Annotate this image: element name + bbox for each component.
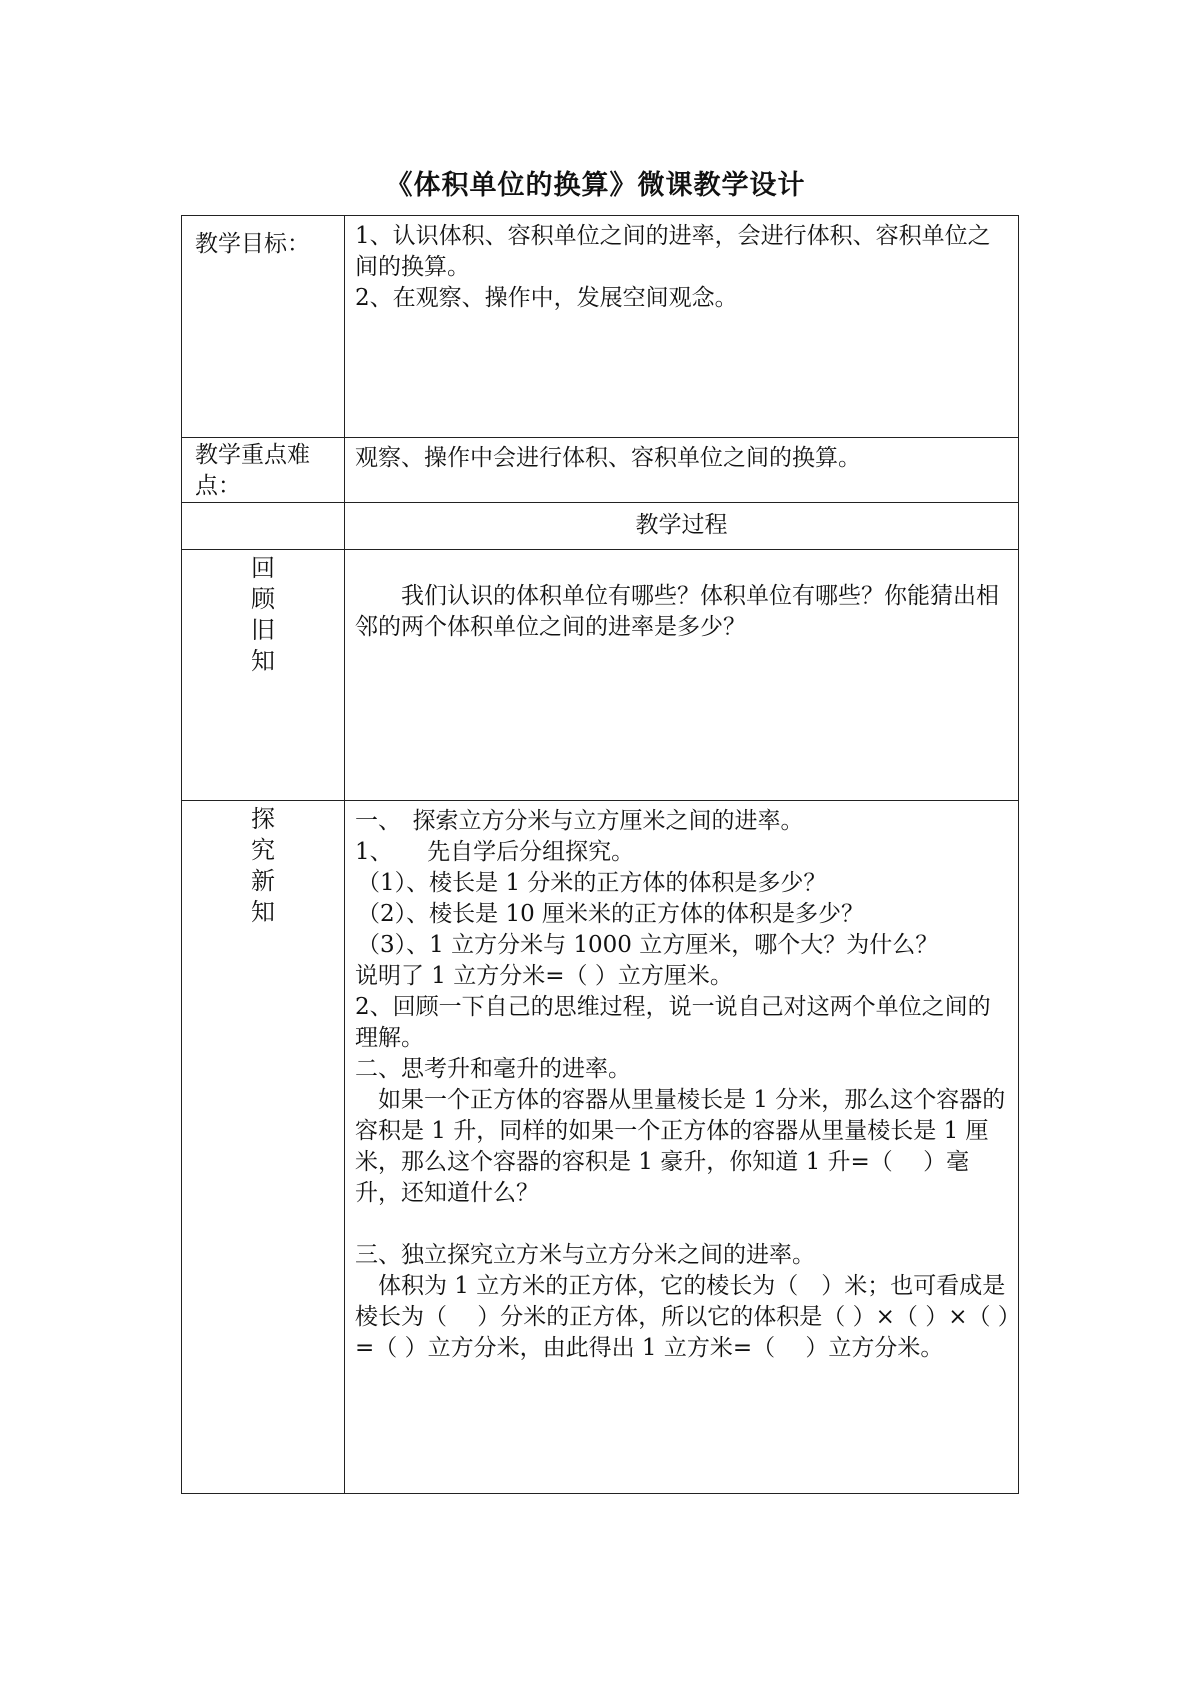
process-header: 教学过程: [345, 503, 1019, 550]
review-text: 我们认识的体积单位有哪些？体积单位有哪些？你能猜出相邻的两个体积单位之间的进率是多少？: [355, 583, 999, 640]
lesson-plan-table: [181, 215, 1019, 1494]
question-1: （1）、棱长是 1 分米的正方体的体积是多少？: [357, 870, 827, 896]
part1-heading: 一、 探索立方分米与立方厘米之间的进率。: [355, 808, 804, 834]
key-points-row: [182, 438, 1019, 503]
review-label-cell: [182, 550, 345, 801]
explore-row: [182, 801, 1019, 1494]
explore-content: [345, 801, 1019, 1494]
review-row: [182, 550, 1019, 801]
question-2: （2）、棱长是 10 厘米米的正方体的体积是多少？: [357, 901, 865, 927]
objectives-row: [182, 216, 1019, 438]
page-title: 《体积单位的换算》微课教学设计: [385, 170, 806, 201]
question-3: （3）、1 立方分米与 1000 立方厘米，哪个大？为什么？: [357, 932, 939, 958]
part1-step1: 1、 先自学后分组探究。: [355, 839, 635, 865]
key-points-content: [345, 438, 1019, 503]
objectives-label: 教学目标：: [182, 216, 345, 438]
part3-heading: 三、独立探究立方米与立方分米之间的进率。: [355, 1242, 815, 1268]
objectives-content: [345, 216, 1019, 438]
review-label: 回顾旧知: [251, 554, 275, 675]
explore-label: 探究新知: [251, 805, 275, 926]
objective-line-1: 1、认识体积、容积单位之间的进率，会进行体积、容积单位之间的换算。: [355, 223, 991, 280]
part1-step2: 2、回顾一下自己的思维过程，说一说自己对这两个单位之间的理解。: [355, 994, 991, 1051]
key-points-label: 教学重点难点：: [182, 438, 345, 503]
process-header-row: [182, 503, 1019, 550]
explore-label-cell: [182, 801, 345, 1494]
part2-text: 如果一个正方体的容器从里量棱长是 1 分米，那么这个容器的容积是 1 升，同样的如果一个正方体的容器从里量棱长是 1 厘米，那么这个容器的容积是 1 豪升，你知道 1 升=（ ）毫升，还知道什么？: [355, 1087, 1006, 1206]
objective-line-2: 2、在观察、操作中，发展空间观念。: [355, 285, 738, 311]
process-header-empty: [182, 503, 345, 550]
part3-text: 体积为 1 立方米的正方体，它的棱长为（ ）米；也可看成是棱长为（ ）分米的正方体，所以它的体积是（ ）×（ ）×（ ）=（ ）立方分米，由此得出 1 立方米=（ ）立方分米。: [355, 1273, 1010, 1361]
part2-heading: 二、思考升和毫升的进率。: [355, 1056, 631, 1082]
key-points-text: 观察、操作中会进行体积、容积单位之间的换算。: [355, 445, 861, 471]
review-content: [345, 550, 1019, 801]
conclusion-1: 说明了 1 立方分米=（ ）立方厘米。: [355, 963, 733, 989]
spacer: [355, 1209, 1010, 1240]
